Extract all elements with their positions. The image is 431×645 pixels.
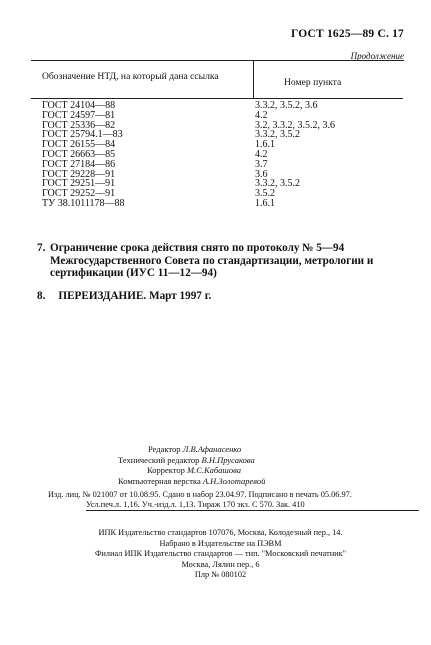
credit-role: Корректор	[147, 465, 185, 475]
row-clause: 3.6	[255, 168, 268, 180]
credit-name: В.Н.Прусакова	[201, 454, 255, 465]
row-clause: 1.6.1	[255, 139, 275, 151]
row-document: ГОСТ 24597—81	[42, 109, 116, 121]
table-header-rule	[31, 98, 403, 99]
credits-block	[118, 444, 318, 486]
credit-corrector	[147, 465, 318, 476]
table-top-rule	[31, 60, 403, 61]
row-document: ГОСТ 25794.1—83	[42, 129, 123, 141]
note-7-text: Ограничение срока действия снято по протоколу № 5—94 Межгосударственного Совета по стандартизации, метрологии и сертификации (ИУС 11—12—94)	[50, 242, 374, 280]
row-clause: 3.2, 3.3.2, 3.5.2, 3.6	[255, 119, 335, 131]
imprint-rule	[86, 510, 419, 511]
note-8-number: 8.	[37, 290, 46, 302]
publisher-block	[48, 528, 393, 581]
row-document: ГОСТ 27184—86	[42, 158, 116, 170]
credit-tech-editor	[118, 455, 318, 466]
row-document: ГОСТ 26663—85	[42, 148, 116, 160]
continuation-label: Продолжение	[350, 51, 404, 61]
row-document: ТУ 38.1011178—88	[42, 197, 125, 209]
row-clause: 3.3.2, 3.5.2, 3.6	[255, 100, 318, 111]
credit-role: Компьютерная верстка	[118, 475, 201, 486]
table-row	[42, 199, 403, 209]
publisher-line: Набрано в Издательстве на ПЭВМ	[159, 538, 282, 548]
publisher-line: ИПК Издательство стандартов 107076, Москва, Колодезный пер., 14.	[98, 528, 343, 537]
table-column-divider	[253, 60, 254, 98]
imprint-line: Изд. лиц. № 021007 от 10.08.95. Сдано в набор 23.04.97. Подписано в печать 05.06.97.	[48, 490, 352, 499]
row-document: ГОСТ 24104—88	[42, 100, 116, 111]
row-clause: 3.3.2, 3.5.2	[255, 129, 300, 141]
row-clause: 3.7	[255, 158, 268, 170]
row-clause: 4.2	[255, 148, 268, 160]
imprint-line: Усл.печ.л. 1,16. Уч.-изд.л. 1,13. Тираж 170 экз. С 570. Зак. 410	[86, 500, 305, 509]
column-header-clause: Номер пункта	[284, 77, 342, 88]
note-7-number: 7.	[37, 242, 46, 254]
credit-role: Редактор	[148, 444, 181, 454]
row-clause: 4.2	[255, 109, 268, 121]
credit-role: Технический редактор	[118, 454, 200, 465]
row-document: ГОСТ 29252—91	[42, 188, 116, 200]
row-document: ГОСТ 25336—82	[42, 119, 116, 131]
row-document: ГОСТ 29251—91	[42, 178, 116, 190]
row-clause: 3.3.2, 3.5.2	[255, 178, 300, 190]
row-document: ГОСТ 26155—84	[42, 139, 116, 151]
row-document: ГОСТ 29228—91	[42, 168, 116, 180]
credit-name: А.Н.Золотаревой	[202, 475, 266, 486]
row-clause: 1.6.1	[255, 197, 275, 209]
credit-name: Л.В.Афанасенко	[182, 444, 242, 454]
publisher-line: Филиал ИПК Издательство стандартов — тип. "Московский печатник"	[94, 549, 347, 558]
credit-layout	[118, 476, 318, 487]
publisher-line: Москва, Лялин пер., 6	[181, 559, 260, 569]
row-clause: 3.5.2	[255, 188, 275, 200]
credit-editor	[148, 444, 318, 455]
note-8	[37, 290, 211, 303]
credit-name: М.С.Кабашова	[187, 465, 241, 475]
table-body	[42, 101, 403, 209]
imprint-block	[48, 490, 393, 511]
page-header: ГОСТ 1625—89 С. 17	[291, 28, 404, 40]
note-8-text: ПЕРЕИЗДАНИЕ. Март 1997 г.	[58, 290, 212, 302]
publisher-line: Плр № 080102	[194, 570, 247, 579]
column-header-document: Обозначение НТД, на который дана ссылка	[42, 71, 219, 82]
